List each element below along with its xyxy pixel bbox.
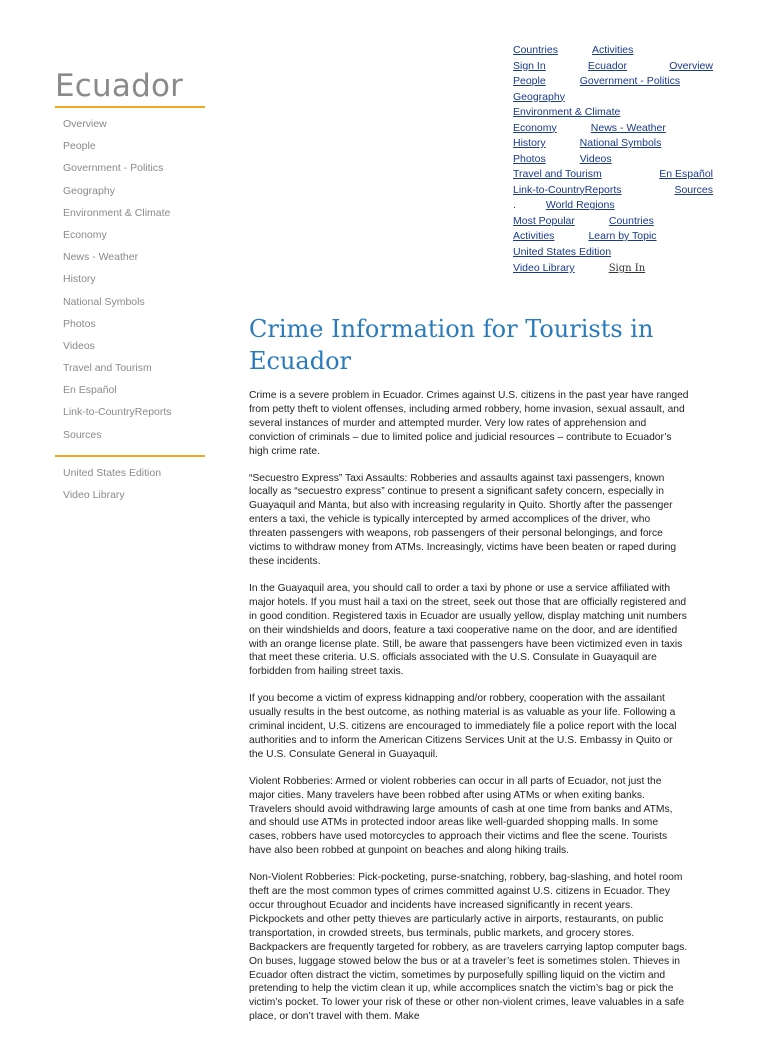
top-link-countries[interactable]: Countries bbox=[513, 44, 558, 56]
sidebar-item-travel[interactable]: Travel and Tourism bbox=[63, 362, 152, 375]
top-link-travel[interactable]: Travel and Tourism bbox=[513, 168, 602, 180]
top-link-dot: . bbox=[513, 199, 516, 211]
sidebar-item-news[interactable]: News - Weather bbox=[63, 251, 139, 264]
top-link-country-reports[interactable]: Link-to-CountryReports bbox=[513, 183, 622, 196]
sidebar-item-geography[interactable]: Geography bbox=[63, 184, 115, 197]
article-paragraph: Violent Robberies: Armed or violent robberies can occur in all parts of Ecuador, not just the major cities. Many travelers have been robbed after using ATMs or when exiting banks. Travelers should avoid withdrawing large amounts of cash at one time from banks and ATMs, and should use ATMs in protected indoor areas like well-guarded shopping malls. In some cases, robbers have used motorcycles to approach their victims and flee the scene. Tourists have also been robbed at gunpoint on beaches and along hiking trails. bbox=[249, 775, 673, 857]
top-links-grid bbox=[513, 43, 713, 277]
top-link-geography[interactable]: Geography bbox=[513, 90, 565, 103]
top-link-people[interactable]: People bbox=[513, 75, 546, 87]
top-link-environment[interactable]: Environment & Climate bbox=[513, 106, 621, 118]
page-title: Crime Information for Tourists in Ecuador bbox=[249, 315, 654, 375]
article-paragraph: In the Guayaquil area, you should call to order a taxi by phone or use a service affiliated with major hotels. If you must hail a taxi on the street, seek out those that are officially registered and in good condition. Registered taxis in Ecuador are usually yellow, display matching unit numbers on their windshields and doors, feature a taxi cooperative name on the door, and are identified with an orange license plate. Still, be aware that passengers have been victimized even in taxis that meet these criteria. U.S. officials associated with the U.S. Consulate in Guayaquil are forbidden from hailing street taxis. bbox=[249, 582, 687, 678]
top-link-most-popular[interactable]: Most Popular bbox=[513, 214, 575, 227]
top-link-countries-2[interactable]: Countries bbox=[608, 214, 654, 227]
top-link-sign-in-2[interactable]: Sign In bbox=[608, 263, 646, 274]
sidebar-item-videos[interactable]: Videos bbox=[63, 339, 95, 352]
sidebar-secondary-nav bbox=[63, 465, 213, 509]
sidebar-item-environment[interactable]: Environment & Climate bbox=[63, 206, 171, 219]
top-link-news[interactable]: News - Weather bbox=[590, 121, 666, 134]
sidebar-item-video-library[interactable]: Video Library bbox=[63, 489, 125, 501]
top-link-symbols[interactable]: National Symbols bbox=[579, 137, 662, 149]
sidebar-item-economy[interactable]: Economy bbox=[63, 228, 107, 241]
top-link-videos[interactable]: Videos bbox=[579, 152, 612, 165]
top-link-video-library[interactable]: Video Library bbox=[513, 262, 575, 274]
sidebar-item-link-reports[interactable]: Link-to-CountryReports bbox=[63, 406, 172, 419]
top-link-sign-in[interactable]: Sign In bbox=[513, 59, 546, 72]
top-link-learn-by-topic[interactable]: Learn by Topic bbox=[588, 230, 657, 242]
top-link-activities-2[interactable]: Activities bbox=[513, 230, 555, 242]
top-link-us-edition[interactable]: United States Edition bbox=[513, 245, 612, 258]
top-link-espanol[interactable]: En Español bbox=[659, 168, 713, 180]
sidebar-item-symbols[interactable]: National Symbols bbox=[63, 295, 145, 308]
top-link-overview[interactable]: Overview bbox=[669, 59, 713, 72]
top-link-government[interactable]: Government - Politics bbox=[579, 75, 681, 87]
article-paragraph: “Secuestro Express” Taxi Assaults: Robberies and assaults against taxi passengers, known locally as “secuestro express” continue to present a significant safety concern, especially in Guayaquil and Manta, but also with increasing regularity in Quito. Shortly after the passenger enters a taxi, the vehicle is typically intercepted by armed accomplices of the driver, who threaten passengers with weapons, rob passengers of their personal belongings, and force victims to withdraw money from ATMs. Increasingly, victims have been beaten or raped during these incidents. bbox=[249, 472, 677, 567]
sidebar-item-photos[interactable]: Photos bbox=[63, 317, 96, 330]
article-content bbox=[249, 313, 689, 1037]
sidebar-item-people[interactable]: People bbox=[63, 140, 96, 153]
sidebar-item-espanol[interactable]: En Español bbox=[63, 384, 117, 397]
top-link-ecuador[interactable]: Ecuador bbox=[587, 59, 628, 72]
sidebar-item-government[interactable]: Government - Politics bbox=[63, 162, 164, 175]
article-paragraph: Crime is a severe problem in Ecuador. Crimes against U.S. citizens in the past year have ranged from petty theft to violent offenses, including armed robbery, home invasion, sexual assault, and several instances of murder and attempted murder. Very low rates of apprehension and conviction of criminals – due to limited police and judicial resources – contribute to Ecuador’s high crime rate. bbox=[249, 390, 689, 457]
top-link-history[interactable]: History bbox=[513, 137, 546, 149]
sidebar-divider bbox=[55, 455, 205, 457]
article-paragraph: If you become a victim of express kidnapping and/or robbery, cooperation with the assailant usually results in the best outcome, as nothing material is as valuable as your life. Following a criminal incident, U.S. citizens are encouraged to immediately file a police report with the local authorities and to inform the American Citizens Services Unit at the U.S. Embassy in Quito or the U.S. Consulate General in Guayaquil. bbox=[249, 693, 677, 760]
sidebar-item-sources[interactable]: Sources bbox=[63, 428, 102, 441]
top-link-activities[interactable]: Activities bbox=[591, 44, 634, 56]
sidebar-nav bbox=[63, 116, 213, 449]
sidebar-item-us-edition[interactable]: United States Edition bbox=[63, 467, 162, 479]
article-paragraph: Non-Violent Robberies: Pick-pocketing, purse-snatching, robbery, bag-slashing, and hotel room theft are the most common types of crimes committed against U.S. citizens in Ecuador. They occur throughout Ecuador and incidents have increased significantly in recent years. Pickpockets and other petty thieves are particularly active in airports, restaurants, on public transportation, in crowded streets, bus terminals, public markets, and grocery stores. Backpackers are frequently targeted for robbery, as are travelers carrying laptop computer bags. On buses, luggage stowed below the bus or at a traveler’s feet is sometimes stolen. Thieves in Ecuador often distract the victim, sometimes by purposefully spilling liquid on the victim and pretending to help the victim clean it up, while accomplices snatch the victim’s bag or pick the victim’s pocket. To lower your risk of these or other non-violent crimes, leave valuables in a safe place, or don’t travel with them. Make bbox=[249, 872, 688, 1023]
sidebar-item-history[interactable]: History bbox=[63, 273, 96, 286]
top-link-sources[interactable]: Sources bbox=[674, 183, 713, 196]
top-link-world-regions[interactable]: World Regions bbox=[545, 199, 615, 211]
top-link-photos[interactable]: Photos bbox=[513, 152, 546, 165]
sidebar-item-overview[interactable]: Overview bbox=[63, 118, 107, 130]
top-link-economy[interactable]: Economy bbox=[513, 121, 557, 134]
site-brand-title: Ecuador bbox=[55, 68, 205, 108]
